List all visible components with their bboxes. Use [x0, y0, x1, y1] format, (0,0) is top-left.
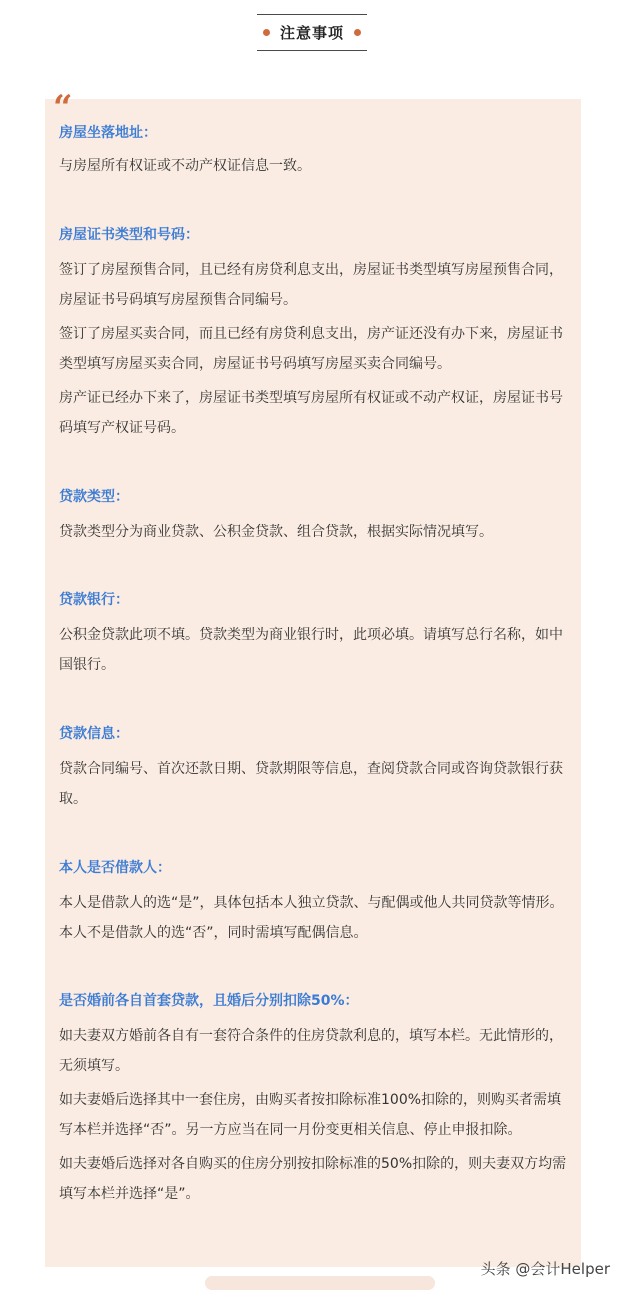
- section-paragraph: 本人是借款人的选“是”，具体包括本人独立贷款、与配偶或他人共同贷款等情形。本人不是借款人的选“否”，同时需填写配偶信息。: [59, 895, 564, 941]
- section-paragraph: 如夫妻双方婚前各自有一套符合条件的住房贷款利息的，填写本栏。无此情形的，无须填写。: [59, 1028, 563, 1074]
- section-paragraph: 贷款类型分为商业贷款、公积金贷款、组合贷款，根据实际情况填写。: [59, 524, 493, 540]
- section-paragraph: 签订了房屋买卖合同，而且已经有房贷利息支出，房产证还没有办下来，房屋证书类型填写房屋买卖合同，房屋证书号码填写房屋买卖合同编号。: [59, 326, 563, 372]
- title-right-dot: [354, 29, 361, 36]
- notes-content: [59, 121, 569, 1209]
- title-area: [0, 14, 624, 51]
- section-heading-loan-info: 贷款信息：: [59, 726, 129, 742]
- section-paragraph: 公积金贷款此项不填。贷款类型为商业银行时，此项必填。请填写总行名称，如中国银行。: [59, 627, 563, 673]
- section-paragraph: 如夫妻婚后选择其中一套住房，由购买者按扣除标准100%扣除的，则购买者需填写本栏并选择“否”。另一方应当在同一月份变更相关信息、停止申报扣除。: [59, 1092, 562, 1138]
- page-title: 注意事项: [279, 24, 344, 42]
- section-paragraph: 房产证已经办下来了，房屋证书类型填写房屋所有权证或不动产权证，房屋证书号码填写产权证号码。: [59, 390, 563, 436]
- title-left-dot: [263, 29, 270, 36]
- title-box: [257, 14, 367, 51]
- watermark: 头条 @会计Helper: [480, 1260, 610, 1278]
- section-heading-certificate: 房屋证书类型和号码：: [59, 227, 199, 243]
- section-heading-address: 房屋坐落地址：: [59, 125, 157, 141]
- section-heading-loan-type: 贷款类型：: [59, 489, 129, 505]
- section-heading-loan-bank: 贷款银行：: [59, 592, 129, 608]
- footer-decoration: [205, 1276, 435, 1290]
- section-heading-borrower: 本人是否借款人：: [59, 860, 171, 876]
- section-paragraph: 与房屋所有权证或不动产权证信息一致。: [59, 158, 311, 174]
- section-heading-premarital-loan: 是否婚前各自首套贷款，且婚后分别扣除50%：: [59, 993, 359, 1009]
- section-paragraph: 签订了房屋预售合同，且已经有房贷利息支出，房屋证书类型填写房屋预售合同，房屋证书号码填写房屋预售合同编号。: [59, 262, 563, 308]
- section-paragraph: 如夫妻婚后选择对各自购买的住房分别按扣除标准的50%扣除的，则夫妻双方均需填写本栏并选择“是”。: [59, 1156, 567, 1202]
- section-paragraph: 贷款合同编号、首次还款日期、贷款期限等信息，查阅贷款合同或咨询贷款银行获取。: [59, 761, 563, 807]
- quote-mark-icon: “: [53, 88, 73, 128]
